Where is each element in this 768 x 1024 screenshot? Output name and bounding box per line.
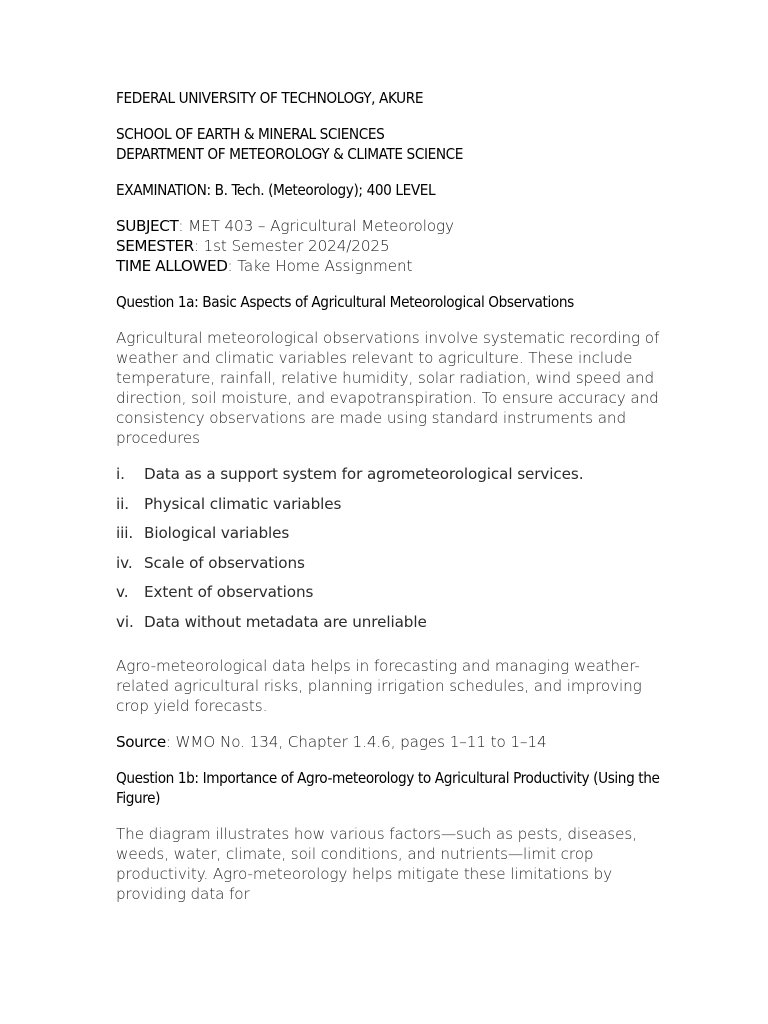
list-item: [116, 494, 661, 514]
list-item-number: iv.: [116, 553, 133, 572]
university-name: FEDERAL UNIVERSITY OF TECHNOLOGY, AKURE: [116, 89, 424, 107]
subject-value: : MET 403 – Agricultural Meteorology: [178, 217, 454, 235]
question-1b-title: Question 1b: Importance of Agro-meteorology to Agricultural Productivity (Using the Figure): [116, 768, 660, 807]
list-item: [116, 523, 661, 543]
list-item: [116, 464, 661, 484]
question-1a-title: Question 1a: Basic Aspects of Agricultural Meteorological Observations: [116, 293, 574, 311]
question-1a-conclusion: Agro-meteorological data helps in forecasting and managing weather-related agricultural risks, planning irrigation schedules, and improving crop yield forecasts.: [116, 656, 642, 715]
list-item-text: Extent of observations: [144, 583, 314, 602]
source-line: [116, 732, 661, 752]
list-item: [116, 612, 661, 632]
list-item-text: Scale of observations: [144, 553, 305, 572]
aspects-list: [116, 464, 661, 632]
list-item: [116, 582, 661, 602]
semester-key: SEMESTER: [116, 237, 194, 255]
subject-line: [116, 216, 661, 236]
time-allowed-value: : Take Home Assignment: [227, 257, 413, 275]
question-1b-body: The diagram illustrates how various factors—such as pests, diseases, weeds, water, climate, soil conditions, and nutrients—limit crop productivity. Agro-meteorology helps mitigate these limitations by providing data for: [116, 824, 637, 903]
source-value: : WMO No. 134, Chapter 1.4.6, pages 1–11 to 1–14: [165, 732, 547, 751]
list-item-text: Biological variables: [144, 524, 290, 543]
department-name: DEPARTMENT OF METEOROLOGY & CLIMATE SCIENCE: [116, 145, 464, 163]
course-meta-block: [116, 216, 661, 276]
time-allowed-key: TIME ALLOWED: [116, 257, 228, 275]
school-department-block: [116, 124, 661, 164]
semester-line: [116, 236, 661, 256]
examination-line: EXAMINATION: B. Tech. (Meteorology); 400 LEVEL: [116, 181, 436, 199]
list-item-number: iii.: [116, 524, 134, 543]
list-item: [116, 553, 661, 573]
time-allowed-line: [116, 256, 661, 276]
school-name: SCHOOL OF EARTH & MINERAL SCIENCES: [116, 125, 385, 143]
list-item-text: Data as a support system for agrometeorological services.: [144, 465, 584, 483]
question-1a-intro: Agricultural meteorological observations involve systematic recording of weather and climatic variables relevant to agriculture. These include temperature, rainfall, relative humidity, solar radiation, wind speed and direction, soil moisture, and evapotranspiration. To ensure accuracy and consistency observations are made using standard instruments and procedures: [116, 329, 660, 447]
list-item-text: Physical climatic variables: [144, 494, 342, 513]
list-item-number: v.: [116, 583, 129, 602]
document-content: [116, 88, 661, 904]
list-item-number: vi.: [116, 612, 134, 631]
subject-key: SUBJECT: [116, 217, 179, 235]
list-item-text: Data without metadata are unreliable: [144, 612, 427, 631]
semester-value: : 1st Semester 2024/2025: [193, 237, 390, 255]
source-key: Source: [116, 732, 166, 751]
list-item-number: ii.: [116, 494, 129, 513]
list-item-number: i.: [116, 465, 125, 483]
spacer: [116, 648, 661, 656]
